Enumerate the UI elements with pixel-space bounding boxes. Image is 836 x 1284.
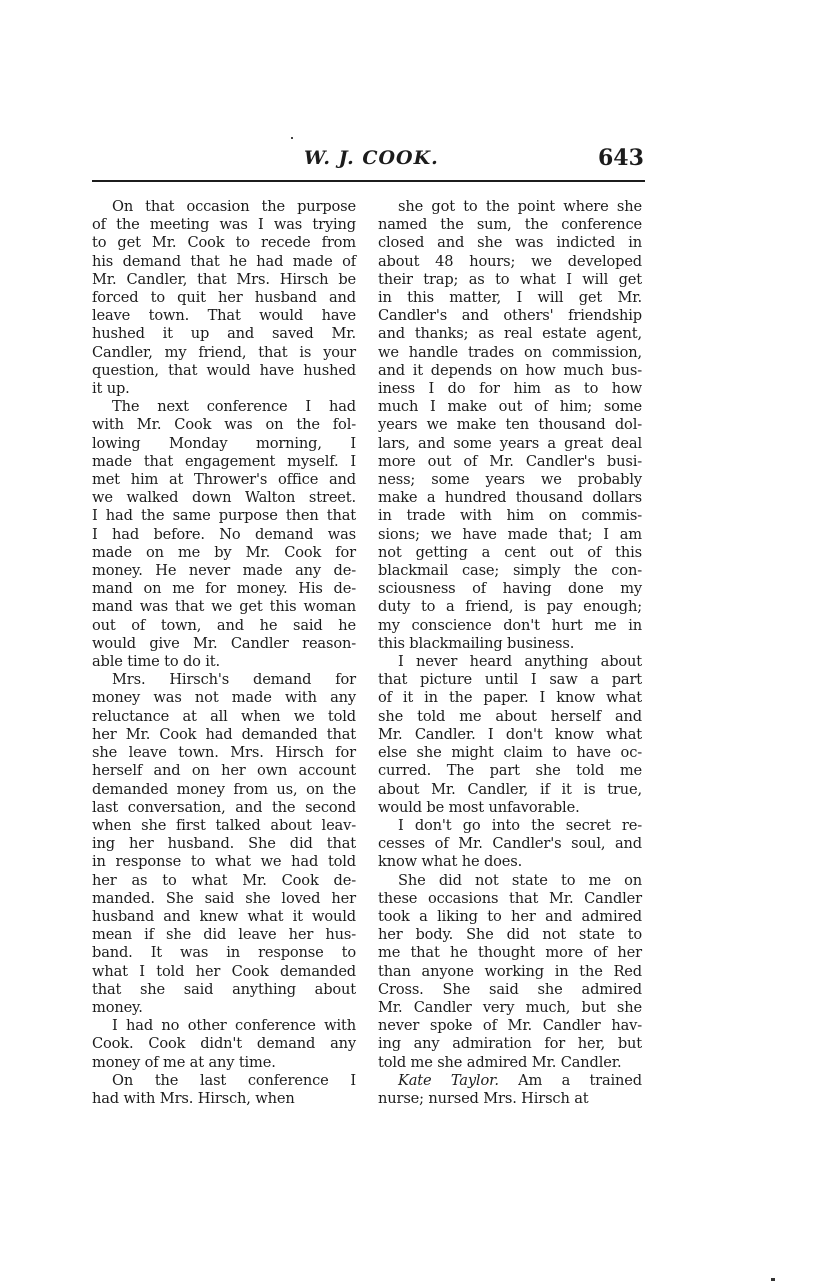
text-line: his demand that he had made of (92, 252, 356, 270)
page-number: 643 (598, 145, 644, 171)
text-line: we walked down Walton street. (92, 489, 356, 507)
text-line: Candler, my friend, that is your (92, 343, 356, 361)
text-line: her body. She did not state to (378, 926, 642, 944)
paragraph (378, 1072, 642, 1108)
text-line: Cook. Cook didn't demand any (92, 1035, 356, 1053)
text-line: money was not made with any (92, 689, 356, 707)
text-line: mean if she did leave her hus- (92, 926, 356, 944)
text-line: met him at Thrower's office and (92, 471, 356, 489)
text-line: The next conference I had (112, 398, 356, 416)
text-line: lowing Monday morning, I (92, 434, 356, 452)
text-line: it up. (92, 380, 130, 398)
text-line: their trap; as to what I will get (378, 270, 642, 288)
text-line: of it in the paper. I know what (378, 689, 642, 707)
text-line: took a liking to her and admired (378, 907, 642, 925)
text-line: named the sum, the conference (378, 216, 642, 234)
print-speck (291, 137, 293, 139)
text-line: not getting a cent out of this (378, 543, 642, 561)
text-line: Candler's and others' friendship (378, 307, 642, 325)
text-line: would be most unfavorable. (378, 798, 580, 816)
paragraph (92, 198, 356, 398)
text-line: would give Mr. Candler reason- (92, 634, 356, 652)
text-line: she got to the point where she (398, 198, 642, 215)
text-line: sciousness of having done my (378, 580, 642, 598)
text-line: she leave town. Mrs. Hirsch for (92, 744, 356, 762)
text-line: able time to do it. (92, 653, 221, 671)
text-line: when she first talked about leav- (92, 816, 356, 834)
text-line: her Mr. Cook had demanded that (92, 725, 356, 743)
text-line: I never heard anything about (398, 653, 642, 671)
paragraph (378, 872, 642, 1072)
text-line: with Mr. Cook was on the fol- (92, 416, 356, 434)
text-line: me that he thought more of her (378, 944, 642, 962)
text-line: make a hundred thousand dollars (378, 489, 642, 507)
text-line: in response to what we had told (92, 853, 356, 871)
text-line: out of town, and he said he (92, 616, 356, 634)
paragraph (92, 1072, 356, 1108)
text-line: ing her husband. She did that (92, 835, 356, 853)
paragraph (378, 653, 642, 817)
text-line: what I told her Cook demanded (92, 962, 356, 980)
text-line: I had the same purpose then that (92, 507, 356, 525)
text-line: made that engagement myself. I (92, 452, 356, 470)
text-line: sions; we have made that; I am (378, 525, 642, 543)
text-line: I had no other conference with (112, 1017, 356, 1035)
text-line: mand was that we get this woman (92, 598, 356, 616)
right-text-column (378, 198, 642, 1108)
text-line: this blackmailing business. (378, 634, 575, 652)
text-line: leave town. That would have (92, 307, 356, 325)
text-line: question, that would have hushed (92, 361, 356, 379)
text-line: forced to quit her husband and (92, 289, 356, 307)
text-line: more out of Mr. Candler's busi- (378, 452, 642, 470)
text-line: and it depends on how much bus- (378, 361, 642, 379)
text-line: ing any admiration for her, but (378, 1035, 642, 1053)
text-line: told me she admired Mr. Candler. (378, 1053, 622, 1071)
text-line: Mrs. Hirsch's demand for (112, 671, 356, 689)
text-line: Mr. Candler, that Mrs. Hirsch be (92, 270, 356, 288)
paragraph (92, 671, 356, 1017)
paragraph (92, 1017, 356, 1072)
text-line: duty to a friend, is pay enough; (378, 598, 642, 616)
text-line: Mr. Candler very much, but she (378, 998, 642, 1016)
text-line: else she might claim to have oc- (378, 744, 642, 762)
text-line: much I make out of him; some (378, 398, 642, 416)
text-line: husband and knew what it would (92, 907, 356, 925)
text-line: blackmail case; simply the con- (378, 562, 642, 580)
text-line: mand on me for money. His de- (92, 580, 356, 598)
text-line: to get Mr. Cook to recede from (92, 234, 356, 252)
print-speck (771, 1278, 775, 1281)
text-line: about Mr. Candler, if it is true, (378, 780, 642, 798)
text-line: my conscience don't hurt me in (378, 616, 642, 634)
text-line: made on me by Mr. Cook for (92, 543, 356, 561)
text-line: I don't go into the secret re- (398, 816, 642, 834)
text-line: herself and on her own account (92, 762, 356, 780)
text-line: On the last conference I (112, 1071, 356, 1089)
text-line: band. It was in response to (92, 944, 356, 962)
text-line: know what he does. (378, 853, 523, 871)
text-line: cesses of Mr. Candler's soul, and (378, 835, 642, 853)
text-line: we handle trades on commission, (378, 343, 642, 361)
running-title: W. J. COOK. (304, 147, 439, 169)
text-line: these occasions that Mr. Candler (378, 889, 642, 907)
text-line: Mr. Candler. I don't know what (378, 725, 642, 743)
left-text-column (92, 198, 356, 1108)
paragraph (378, 198, 642, 653)
text-line: On that occasion the purpose (112, 198, 356, 215)
text-line: hushed it up and saved Mr. (92, 325, 356, 343)
text-line: iness I do for him as to how (378, 380, 642, 398)
text-line: nurse; nursed Mrs. Hirsch at (378, 1089, 589, 1107)
text-line: lars, and some years a great deal (378, 434, 642, 452)
text-line: in this matter, I will get Mr. (378, 289, 642, 307)
text-line: curred. The part she told me (378, 762, 642, 780)
text-line: that picture until I saw a part (378, 671, 642, 689)
header-rule (92, 180, 645, 182)
text-line: money. (92, 998, 143, 1016)
text-line: ness; some years we probably (378, 471, 642, 489)
paragraph (92, 398, 356, 671)
text-line: reluctance at all when we told (92, 707, 356, 725)
text-line: about 48 hours; we developed (378, 252, 642, 270)
text-line: last conversation, and the second (92, 798, 356, 816)
text-line: in trade with him on commis- (378, 507, 642, 525)
text-line: She did not state to me on (398, 871, 642, 889)
text-line: money of me at any time. (92, 1053, 276, 1071)
text-line: years we make ten thousand dol- (378, 416, 642, 434)
text-line: manded. She said she loved her (92, 889, 356, 907)
text-line: had with Mrs. Hirsch, when (92, 1089, 295, 1107)
text-line: than anyone working in the Red (378, 962, 642, 980)
text-line: she told me about herself and (378, 707, 642, 725)
text-line: money. He never made any de- (92, 562, 356, 580)
paragraph (378, 817, 642, 872)
text-line: Cross. She said she admired (378, 980, 642, 998)
text-line: her as to what Mr. Cook de- (92, 871, 356, 889)
speaker-label: Kate Taylor. (398, 1071, 499, 1089)
text-line: that she said anything about (92, 980, 356, 998)
text-line (378, 1072, 642, 1090)
text-line: I had before. No demand was (92, 525, 356, 543)
text-line: closed and she was indicted in (378, 234, 642, 252)
text-line: never spoke of Mr. Candler hav- (378, 1017, 642, 1035)
text-line: and thanks; as real estate agent, (378, 325, 642, 343)
text-line-rest: Am a trained (498, 1071, 642, 1089)
text-line: demanded money from us, on the (92, 780, 356, 798)
text-line: of the meeting was I was trying (92, 216, 356, 234)
